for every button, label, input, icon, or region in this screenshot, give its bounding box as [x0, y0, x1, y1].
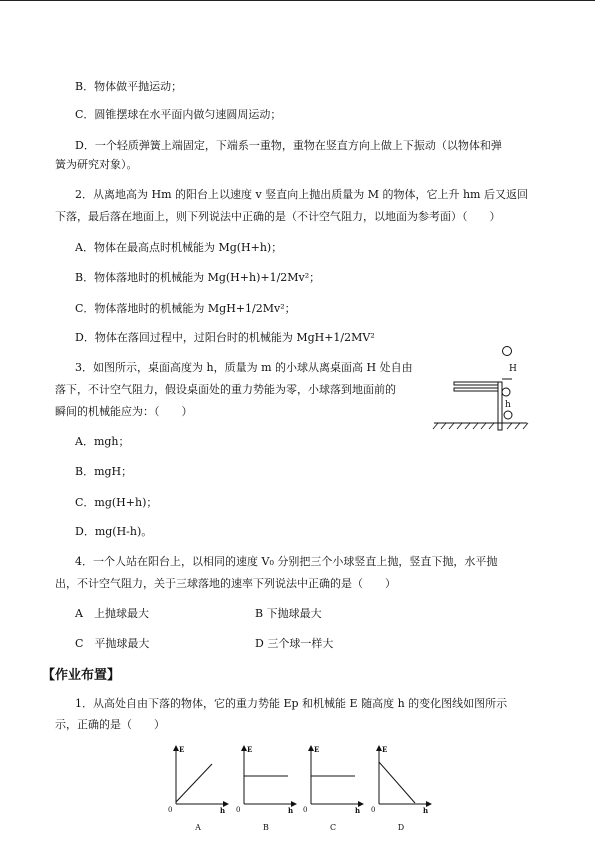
- graph-c: [305, 742, 375, 837]
- graph-option-label: C: [329, 823, 337, 832]
- q1-option-b: B．物体做平抛运动；: [75, 80, 183, 93]
- graph-option-label: A: [195, 823, 201, 832]
- graph-a: [170, 742, 240, 837]
- x-axis-label: h: [423, 806, 429, 815]
- q3-option-c: C．mg(H+h)；: [75, 496, 158, 509]
- q2-option-d: D．物体在落回过程中，过阳台时的机械能为 MgH+1/2MV²: [75, 331, 375, 344]
- q2-stem-line2: 下落，最后落在地面上，则下列说法中正确的是（不计空气阻力，以地面为参考面）（ ）: [55, 210, 501, 223]
- y-axis-label: E: [179, 745, 185, 754]
- origin-label: 0: [303, 806, 308, 814]
- origin-label: 0: [236, 806, 241, 814]
- table-top-upper: [454, 382, 500, 385]
- q4-option-c: C 平抛球最大: [75, 637, 150, 650]
- origin-label: 0: [168, 806, 173, 814]
- q3-option-d: D．mg(H-h)。: [75, 525, 153, 538]
- homework-heading: 【作业布置】: [42, 668, 121, 683]
- label-big-h: H: [509, 364, 517, 374]
- q2-option-c: C．物体落地时的机械能为 MgH+1/2Mv²；: [75, 302, 296, 315]
- q3-stem-line3: 瞬间的机械能应为：（ ）: [55, 405, 193, 418]
- hw1-stem-line2: 示，正确的是（ ）: [55, 718, 165, 731]
- q1-option-d-line2: 簧为研究对象）。: [55, 158, 138, 171]
- label-small-h: h: [505, 400, 511, 410]
- x-axis-label: h: [355, 806, 361, 815]
- q4-option-a: A 上抛球最大: [75, 607, 149, 620]
- y-axis-label: E: [247, 745, 253, 754]
- energy-height-graphs: [150, 742, 450, 837]
- q2-stem-line1: 2．从离地高为 Hm 的阳台上以速度 v 竖直向上抛出质量为 M 的物体，它上升 hm 后又返回: [75, 188, 528, 201]
- q4-stem-line2: 出，不计空气阻力，关于三球落地的速率下列说法中正确的是（ ）: [55, 577, 396, 590]
- graph-option-label: D: [397, 823, 405, 832]
- graph-d: [373, 742, 443, 837]
- ball-at-edge-icon: [502, 388, 510, 396]
- q3-option-a: A．mgh；: [75, 435, 130, 448]
- graph-curve: [379, 762, 415, 803]
- y-axis-label: E: [314, 745, 320, 754]
- q3-stem-line1: 3．如图所示，桌面高度为 h，质量为 m 的小球从离桌面高 H 处自由: [75, 361, 413, 374]
- q4-option-b: B 下抛球最大: [255, 607, 322, 620]
- q4-option-d: D 三个球一样大: [255, 637, 334, 650]
- top-rule: [0, 0, 595, 1]
- q3-option-b: B．mgH；: [75, 465, 133, 478]
- q3-table-figure: [430, 340, 530, 435]
- q2-option-b: B．物体落地时的机械能为 Mg(H+h)+1/2Mv²；: [75, 271, 321, 284]
- graph-curve: [176, 764, 212, 802]
- x-axis-label: h: [220, 806, 226, 815]
- ball-near-floor-icon: [504, 411, 512, 419]
- origin-label: 0: [371, 806, 376, 814]
- y-axis-label: E: [382, 745, 388, 754]
- hw1-stem-line1: 1．从高处自由下落的物体，它的重力势能 Ep 和机械能 E 随高度 h 的变化图线如图所示: [75, 697, 508, 710]
- q1-option-c: C．圆锥摆球在水平面内做匀速圆周运动；: [75, 108, 282, 121]
- ground-hatching: [433, 423, 528, 429]
- table-top-lower: [454, 388, 500, 391]
- x-axis-label: h: [288, 806, 294, 815]
- falling-ball-icon: [503, 347, 512, 356]
- q2-option-a: A．物体在最高点时机械能为 Mg(H+h)；: [75, 241, 283, 254]
- graph-b: [238, 742, 308, 837]
- q1-option-d-line1: D．一个轻质弹簧上端固定，下端系一重物，重物在竖直方向上做上下振动（以物体和弹: [75, 139, 502, 152]
- q4-stem-line1: 4．一个人站在阳台上，以相同的速度 V₀ 分别把三个小球竖直上抛，竖直下抛，水平抛: [75, 555, 498, 568]
- graph-option-label: B: [263, 823, 269, 832]
- q3-stem-line2: 落下，不计空气阻力，假设桌面处的重力势能为零，小球落到地面前的: [55, 383, 396, 396]
